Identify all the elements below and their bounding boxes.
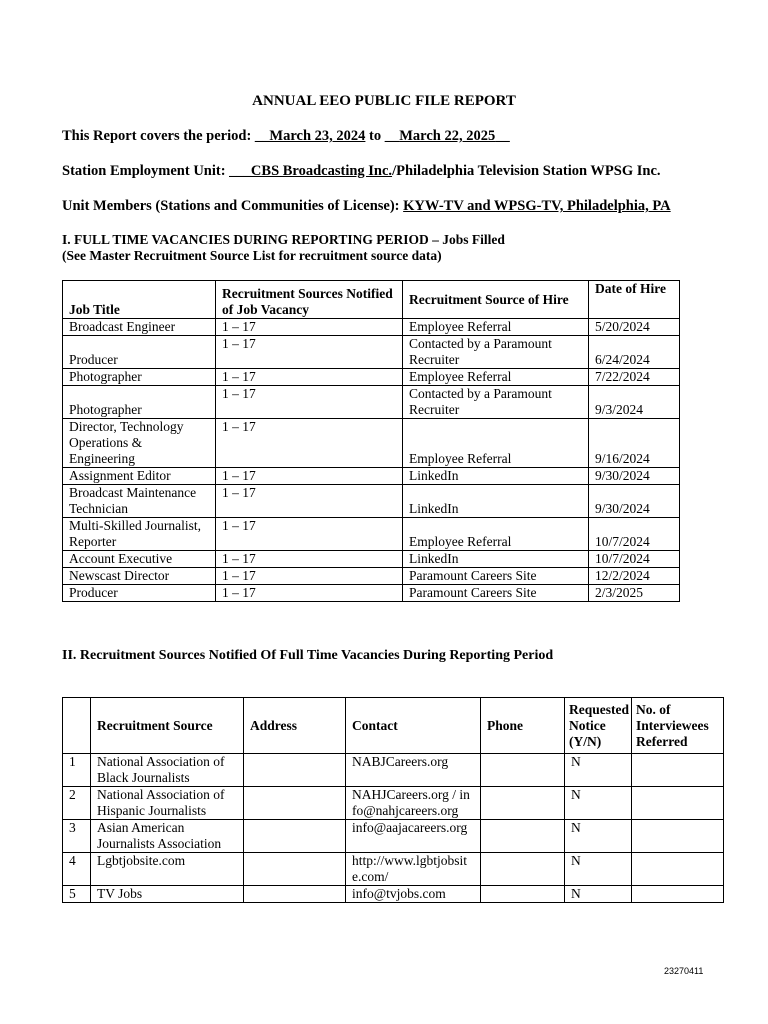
source-name-cell: Asian American Journalists Association: [91, 820, 244, 853]
col-interviewees-referred: No. of Interviewees Referred: [632, 698, 724, 754]
hire-source-cell: Paramount Careers Site: [403, 568, 589, 585]
col-recruitment-source: Recruitment Source: [91, 698, 244, 754]
members-label: Unit Members (Stations and Communities of License):: [62, 198, 400, 214]
report-period: [62, 128, 510, 145]
table-row: [63, 419, 680, 468]
requested-notice-cell: N: [565, 787, 632, 820]
hire-source-cell: LinkedIn: [403, 551, 589, 568]
job-title-cell: Broadcast Maintenance Technician: [63, 485, 216, 518]
address-cell: [244, 787, 346, 820]
period-to: to: [369, 128, 382, 144]
referred-count-cell: [632, 787, 724, 820]
row-number-cell: 2: [63, 787, 91, 820]
section1-title: I. FULL TIME VACANCIES DURING REPORTING PERIOD – Jobs Filled: [62, 232, 505, 247]
recruitment-sources-table: [62, 697, 724, 903]
section1-subtitle: (See Master Recruitment Source List for recruitment source data): [62, 248, 442, 263]
date-cell: 9/30/2024: [589, 468, 680, 485]
col-contact: Contact: [346, 698, 481, 754]
table-row: [63, 369, 680, 386]
contact-cell: info@tvjobs.com: [346, 886, 481, 903]
hire-source-cell: LinkedIn: [403, 468, 589, 485]
jobs-filled-table: [62, 280, 680, 602]
sources-cell: 1 – 17: [216, 319, 403, 336]
row-number-cell: 4: [63, 853, 91, 886]
job-title-cell: Broadcast Engineer: [63, 319, 216, 336]
col-phone: Phone: [481, 698, 565, 754]
row-number-cell: 3: [63, 820, 91, 853]
sources-cell: 1 – 17: [216, 386, 403, 419]
members-value: KYW-TV and WPSG-TV, Philadelphia, PA: [403, 198, 671, 214]
footer-code: 23270411: [664, 966, 704, 976]
unit-label: Station Employment Unit:: [62, 163, 226, 179]
job-title-cell: Photographer: [63, 369, 216, 386]
col-number: [63, 698, 91, 754]
job-title-cell: Director, Technology Operations & Engineering: [63, 419, 216, 468]
col-date-of-hire: Date of Hire: [589, 281, 680, 319]
hire-source-cell: Employee Referral: [403, 518, 589, 551]
requested-notice-cell: N: [565, 754, 632, 787]
contact-cell: http://www.lgbtjobsite.com/: [346, 853, 481, 886]
contact-cell: NAHJCareers.org / info@nahjcareers.org: [346, 787, 481, 820]
referred-count-cell: [632, 820, 724, 853]
row-number-cell: 1: [63, 754, 91, 787]
job-title-cell: Assignment Editor: [63, 468, 216, 485]
col-address: Address: [244, 698, 346, 754]
sources-cell: 1 – 17: [216, 551, 403, 568]
hire-source-cell: Contacted by a Paramount Recruiter: [403, 386, 589, 419]
phone-cell: [481, 853, 565, 886]
contact-cell: NABJCareers.org: [346, 754, 481, 787]
referred-count-cell: [632, 886, 724, 903]
table-row: [63, 551, 680, 568]
hire-source-cell: Contacted by a Paramount Recruiter: [403, 336, 589, 369]
source-name-cell: National Association of Black Journalists: [91, 754, 244, 787]
hire-source-cell: Paramount Careers Site: [403, 585, 589, 602]
table-row: [63, 336, 680, 369]
hire-source-cell: Employee Referral: [403, 419, 589, 468]
col-job-title: Job Title: [63, 281, 216, 319]
col-source-of-hire: Recruitment Source of Hire: [403, 281, 589, 319]
period-start: March 23, 2024: [269, 128, 366, 144]
table-row: [63, 853, 724, 886]
address-cell: [244, 886, 346, 903]
date-cell: 5/20/2024: [589, 319, 680, 336]
period-blank3: __: [495, 128, 510, 144]
job-title-cell: Account Executive: [63, 551, 216, 568]
hire-source-cell: LinkedIn: [403, 485, 589, 518]
phone-cell: [481, 754, 565, 787]
unit-underlined: CBS Broadcasting Inc.: [250, 163, 393, 179]
job-title-cell: Producer: [63, 336, 216, 369]
sources-cell: 1 – 17: [216, 518, 403, 551]
source-name-cell: Lgbtjobsite.com: [91, 853, 244, 886]
date-cell: 7/22/2024: [589, 369, 680, 386]
sources-cell: 1 – 17: [216, 568, 403, 585]
date-cell: 9/30/2024: [589, 485, 680, 518]
sources-cell: 1 – 17: [216, 468, 403, 485]
contact-cell: info@aajacareers.org: [346, 820, 481, 853]
period-end: March 22, 2025: [399, 128, 496, 144]
address-cell: [244, 820, 346, 853]
requested-notice-cell: N: [565, 886, 632, 903]
table-row: [63, 518, 680, 551]
sources-cell: 1 – 17: [216, 419, 403, 468]
requested-notice-cell: N: [565, 820, 632, 853]
date-cell: 9/3/2024: [589, 386, 680, 419]
section1-heading: [62, 232, 505, 264]
referred-count-cell: [632, 754, 724, 787]
table-row: [63, 485, 680, 518]
unit-rest: /Philadelphia Television Station WPSG Inc.: [392, 163, 661, 179]
hire-source-cell: Employee Referral: [403, 369, 589, 386]
referred-count-cell: [632, 853, 724, 886]
table-row: [63, 886, 724, 903]
sources-cell: 1 – 17: [216, 369, 403, 386]
table-row: [63, 319, 680, 336]
sources-header-row: [63, 698, 724, 754]
col-requested-notice: Requested Notice (Y/N): [565, 698, 632, 754]
report-title: ANNUAL EEO PUBLIC FILE REPORT: [252, 93, 516, 109]
date-cell: 10/7/2024: [589, 518, 680, 551]
period-blank: __: [254, 128, 270, 144]
date-cell: 6/24/2024: [589, 336, 680, 369]
date-cell: 12/2/2024: [589, 568, 680, 585]
job-title-cell: Newscast Director: [63, 568, 216, 585]
sources-cell: 1 – 17: [216, 336, 403, 369]
job-title-cell: Photographer: [63, 386, 216, 419]
table-row: [63, 386, 680, 419]
address-cell: [244, 754, 346, 787]
jobs-header-row: [63, 281, 680, 319]
unit-members: [62, 198, 671, 215]
table-row: [63, 820, 724, 853]
source-name-cell: National Association of Hispanic Journalists: [91, 787, 244, 820]
requested-notice-cell: N: [565, 853, 632, 886]
table-row: [63, 754, 724, 787]
unit-blank: ___: [229, 163, 251, 179]
job-title-cell: Multi-Skilled Journalist, Reporter: [63, 518, 216, 551]
period-blank2: __: [384, 128, 400, 144]
sources-cell: 1 – 17: [216, 585, 403, 602]
source-name-cell: TV Jobs: [91, 886, 244, 903]
table-row: [63, 468, 680, 485]
period-label: This Report covers the period:: [62, 128, 252, 144]
job-title-cell: Producer: [63, 585, 216, 602]
date-cell: 10/7/2024: [589, 551, 680, 568]
employment-unit: [62, 163, 661, 180]
date-cell: 2/3/2025: [589, 585, 680, 602]
address-cell: [244, 853, 346, 886]
table-row: [63, 585, 680, 602]
sources-cell: 1 – 17: [216, 485, 403, 518]
table-row: [63, 787, 724, 820]
col-sources-notified: Recruitment Sources Notified of Job Vacancy: [216, 281, 403, 319]
date-cell: 9/16/2024: [589, 419, 680, 468]
phone-cell: [481, 787, 565, 820]
phone-cell: [481, 820, 565, 853]
phone-cell: [481, 886, 565, 903]
row-number-cell: 5: [63, 886, 91, 903]
table-row: [63, 568, 680, 585]
hire-source-cell: Employee Referral: [403, 319, 589, 336]
section2-heading: II. Recruitment Sources Notified Of Full Time Vacancies During Reporting Period: [62, 648, 554, 663]
